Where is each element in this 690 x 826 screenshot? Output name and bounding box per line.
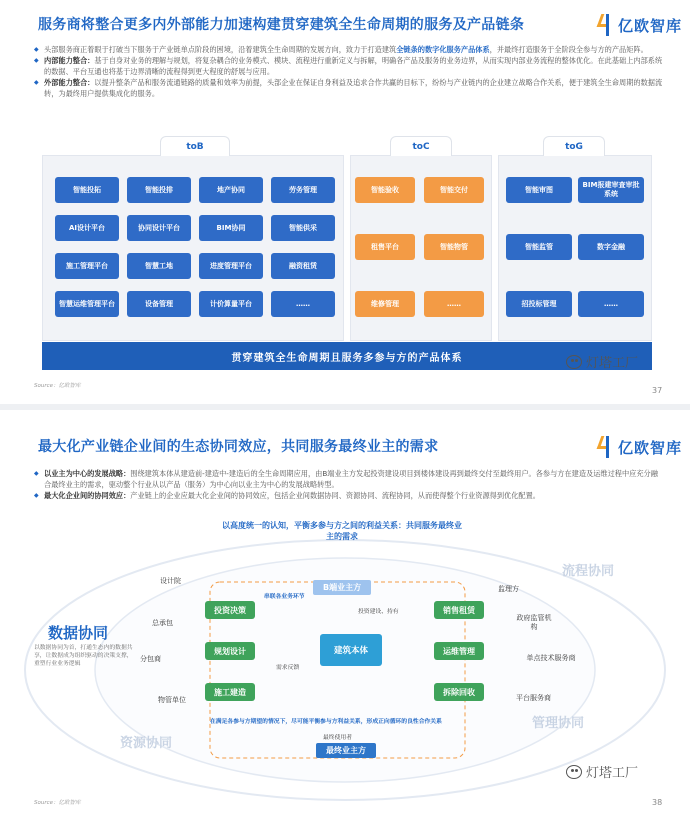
toc-cell: 智能交付: [424, 177, 484, 203]
participant-label: 总承包: [152, 619, 173, 627]
invest-note: 投资建设、持有: [358, 609, 399, 615]
tob-cell: 设备管理: [127, 291, 191, 317]
watermark-text: 灯塔工厂: [586, 766, 639, 781]
watermark-text: 灯塔工厂: [586, 356, 639, 371]
source-note: Source：亿欧智库: [34, 800, 81, 806]
toc-cell: 智能验收: [355, 177, 415, 203]
mgmt-sync-label: 管理协同: [532, 716, 585, 731]
process-sync-label: 流程协同: [562, 564, 615, 579]
demand-feedback-note: 需求反馈: [276, 665, 300, 671]
page-number: 37: [652, 386, 663, 395]
page-title: 服务商将整合更多内外部能力加速构建贯穿建筑全生命周期的服务及产品链条: [38, 17, 525, 33]
bullet-list: [34, 468, 664, 501]
bullet-text: 产业链上的企业应最大化企业间的协同效应，包括企业间数据协同、资源协同、流程协同，从而使得整个行业资源得到优化配置。: [130, 491, 540, 500]
tob-cell: 计价算量平台: [199, 291, 263, 317]
bullet-text: ，并最终打造服务于全阶段全参与方的产品矩阵。: [489, 45, 648, 54]
tab-tob: toB: [160, 136, 230, 156]
source-note: Source：亿欧智库: [34, 383, 81, 389]
tog-cell: 智能审图: [506, 177, 572, 203]
tab-toc: toC: [390, 136, 452, 156]
participant-label: 单点技术服务商: [526, 654, 576, 662]
tob-cell: 协同设计平台: [127, 215, 191, 241]
stage-box: 拆除回收: [434, 683, 484, 701]
bullet-highlight: 全链条的数字化服务产品体系: [396, 45, 490, 54]
logo-text: 亿欧智库: [618, 16, 683, 35]
tog-cell: BIM报建审查审批系统: [578, 177, 644, 203]
stage-box: 销售租赁: [434, 601, 484, 619]
logo-mark-icon: [598, 436, 616, 458]
logo-mark-icon: [598, 14, 616, 36]
tob-cell: 劳务管理: [271, 177, 335, 203]
tob-cell: 融资租赁: [271, 253, 335, 279]
bullet-key: 外部能力整合：: [44, 78, 95, 87]
resource-sync-label: 资源协同: [120, 736, 173, 751]
participant-label: 物管单位: [158, 696, 186, 704]
tob-cell: 智能投排: [127, 177, 191, 203]
bullet-text: 基于自身对业务的理解与规划，将复杂耦合的业务模式、模块、流程进行重新定义与拆解，明确各产品及服务的业务边界，从而实现内部业务流程的整体优化。在此基础上内部系统的数据、平台互通也将基于边界清晰的流程得到更大程度的舒展与应用。: [44, 56, 663, 76]
bullet-key: 以业主为中心的发展战略：: [44, 469, 131, 478]
logo: [598, 436, 682, 458]
bullet-text: 头部服务商正着眼于打破当下服务于产业链单点阶段的困境，沿着建筑全生命周期的发展方向，致力于打造建筑: [44, 45, 397, 54]
product-system-bar: 贯穿建筑全生命周期且服务多参与方的产品体系: [42, 342, 652, 370]
bullet-key: 最大化企业间的协同效应：: [44, 491, 131, 500]
tob-cell: 施工管理平台: [55, 253, 119, 279]
bullet-item: [34, 77, 664, 99]
participant-label: 分包商: [140, 655, 161, 663]
data-sync-desc: 以数据协同为首，打通生态内的数据共享，让数据成为组织驱动的决策支撑，重塑行业业务逻辑: [34, 645, 133, 667]
logo: [598, 14, 682, 36]
end-user-note: 最终使用者: [323, 735, 352, 741]
toc-cell: 智能物管: [424, 234, 484, 260]
tob-cell: BIM协同: [199, 215, 263, 241]
b-owner-note: 串联各业务环节: [264, 594, 305, 600]
participant-label: 监理方: [498, 585, 519, 593]
stage-box: 施工建造: [205, 683, 255, 701]
tob-cell: AI设计平台: [55, 215, 119, 241]
toc-cell: 租售平台: [355, 234, 415, 260]
bullet-key: 内部能力整合：: [44, 56, 95, 65]
wechat-icon: [566, 765, 582, 779]
logo-text: 亿欧智库: [618, 438, 683, 457]
tog-cell: 数字金融: [578, 234, 644, 260]
toc-cell: ……: [424, 291, 484, 317]
tob-cell: 智能供采: [271, 215, 335, 241]
participant-label: 设计院: [160, 577, 181, 585]
bullet-text: 以提升整条产品和服务流通链路的质量和效率为前提，头部企业在保证自身利益及追求合作共赢的目标下，纷纷与产业链内的企业建立战略合作关系，便于建筑全生命周期的数据流转，为最终用户提供集成化的服务。: [44, 78, 663, 98]
bullet-item: [34, 44, 664, 55]
building-center: 建筑本体: [320, 634, 382, 666]
page-number: 38: [652, 798, 663, 807]
tog-cell: ……: [578, 291, 644, 317]
participant-label: 政府监管机构: [516, 614, 552, 631]
bullet-text: 围绕建筑本体从建造前-建造中-建造后的全生命周期应用，由B端业主方发起投资建设项目到楼体建设再到最终交付至最终用户。各参与方在建造及运维过程中应充分融合最终业主的需求，驱动整个行业从以产品（服务）为中心向以业主为中心的发展战略转型。: [44, 469, 658, 489]
stage-box: 投资决策: [205, 601, 255, 619]
diagram-caption: 以高度统一的认知，平衡多参与方之间的利益关系：共同服务最终业主的需求: [222, 521, 462, 541]
bullet-item: [34, 468, 664, 490]
page-title: 最大化产业链企业间的生态协同效应，共同服务最终业主的需求: [38, 439, 439, 455]
balance-note: 在满足各参与方期望的情况下，尽可能平衡参与方利益关系，形成正向循环的良性合作关系: [210, 719, 442, 725]
data-sync-label: 数据协同: [48, 624, 109, 642]
bullet-item: [34, 490, 664, 501]
watermark: [566, 762, 638, 781]
participant-label: 平台服务商: [516, 694, 551, 702]
tob-cell: 智慧工地: [127, 253, 191, 279]
bullet-list: [34, 44, 664, 99]
tob-cell: 地产协同: [199, 177, 263, 203]
tog-cell: 招投标管理: [506, 291, 572, 317]
slide-38: [0, 410, 690, 826]
watermark: [566, 352, 638, 371]
tog-cell: 智能监管: [506, 234, 572, 260]
tob-cell: 进度管理平台: [199, 253, 263, 279]
b-owner-tag: B端业主方: [313, 580, 371, 595]
stage-box: 规划设计: [205, 642, 255, 660]
stage-box: 运维管理: [434, 642, 484, 660]
toc-cell: 维修管理: [355, 291, 415, 317]
tab-tog: toG: [543, 136, 605, 156]
end-owner-tag: 最终业主方: [316, 743, 376, 758]
bullet-item: [34, 55, 664, 77]
tob-cell: 智慧运维管理平台: [55, 291, 119, 317]
tob-cell: 智能投拓: [55, 177, 119, 203]
wechat-icon: [566, 355, 582, 369]
tob-cell: ……: [271, 291, 335, 317]
slide-37: [0, 0, 690, 404]
